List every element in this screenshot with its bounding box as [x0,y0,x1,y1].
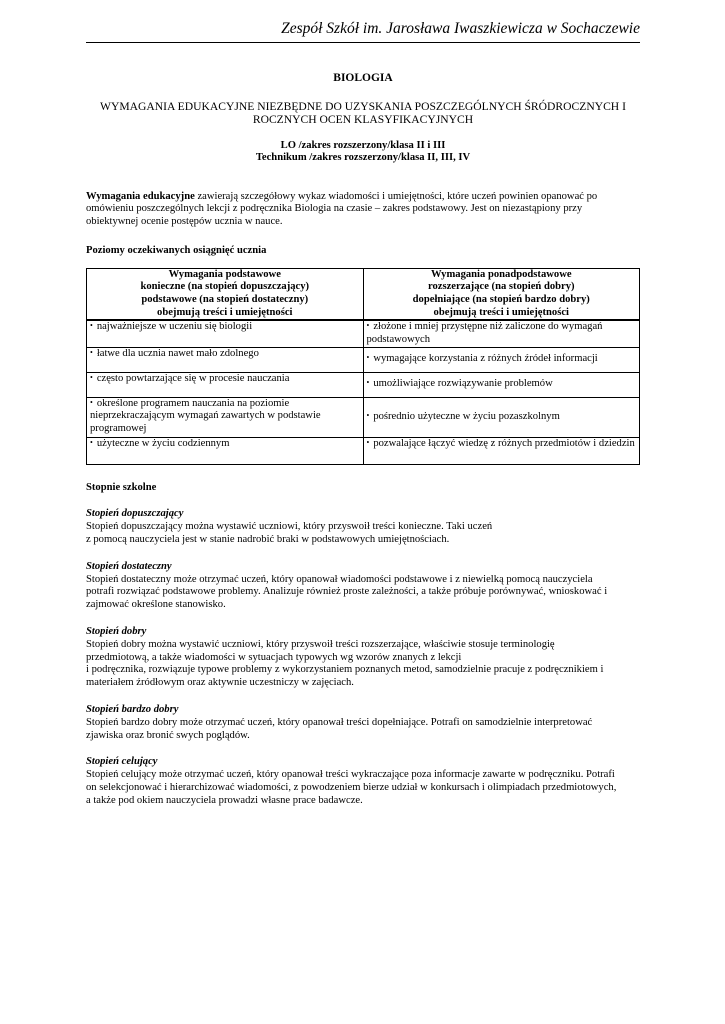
intro-bold-term: Wymagania edukacyjne [86,190,195,202]
grade-block [86,704,640,742]
table-cell-left [87,320,364,347]
table-cell-left [87,347,364,372]
school-header: Zespół Szkół im. Jarosława Iwaszkiewicza w Sochaczewie [281,20,640,37]
intro-paragraph [86,191,640,229]
requirements-table [86,268,640,465]
bullet-item: • użyteczne w życiu codziennym [90,438,229,449]
grade-title: Stopień dopuszczający [86,508,184,520]
grades-heading: Stopnie szkolne [86,481,157,493]
table-cell-right [363,437,640,464]
levels-heading: Poziomy oczekiwanych osiągnięć ucznia [86,245,267,256]
bullet-item: • najważniejsze w uczeniu się biologii [90,321,252,332]
grade-line: Stopień dopuszczający można wystawić uczniowi, który przyswoił treści konieczne. Taki uczeń [86,521,493,533]
right-header-cell: obejmują treści i umiejętności [363,307,640,321]
grade-line: z pomocą nauczyciela jest w stanie nadrobić braki w podstawowych umiejętnościach. [86,534,450,546]
bullet-item: • określone programem nauczania na poziomie nieprzekraczającym wymagań zawartych w podstawie programowej [90,398,321,434]
grade-line: zjawiska oraz bronić swych poglądów. [86,729,250,741]
bullet-item: • często powtarzające się w procesie nauczania [90,373,289,384]
right-header-cell: Wymagania ponadpodstawowe [363,268,640,281]
left-header-cell: obejmują treści i umiejętności [87,307,364,321]
document-title: BIOLOGIA [333,72,393,84]
table-row [87,437,640,464]
table-cell-left [87,437,364,464]
subtitle-line: WYMAGANIA EDUKACYJNE NIEZBĘDNE DO UZYSKANIA POSZCZEGÓLNYCH ŚRÓDROCZNYCH I [100,99,626,113]
grade-block [86,561,640,612]
right-header-cell: rozszerzające (na stopień dobry) [363,281,640,294]
bullet-item: • pośrednio użyteczne w życiu pozaszkolnym [367,411,560,422]
grade-line: Stopień celujący może otrzymać uczeń, który opanował treści wykraczające poza informacje zawarte w podręczniku. Potrafi [86,769,615,781]
intro-line: obiektywnej ocenie postępów ucznia w nauce. [86,216,283,228]
table-cell-right [363,347,640,372]
grade-line: on selekcjonować i hierarchizować wiadomości, z powodzeniem bierze udział w konkursach i olimpiadach przedmiotowych, [86,782,617,794]
table-cell-left [87,397,364,437]
table-header-row [87,268,640,281]
grade-line: a także pod okiem nauczyciela prowadzi własne prace badawcze. [86,794,363,806]
bullet-item: • pozwalające łączyć wiedzę z różnych przedmiotów i dziedzin [367,438,635,449]
intro-text: zawierają szczegółowy wykaz wiadomości i umiejętności, które uczeń powinien opanować po [194,190,598,202]
header-divider [86,42,640,43]
bullet-item: • umożliwiające rozwiązywanie problemów [367,378,553,389]
table-cell-right [363,320,640,347]
table-header-row [87,307,640,321]
grade-block [86,756,640,807]
table-row [87,320,640,347]
grade-title: Stopień celujący [86,756,158,768]
document-body [86,72,640,808]
grade-line: Stopień bardzo dobry może otrzymać uczeń, który opanował treści dopełniające. Potrafi on samodzielnie interpretować [86,716,593,728]
grade-title: Stopień dobry [86,626,147,638]
grade-title: Stopień bardzo dobry [86,704,179,716]
school-levels [86,140,640,165]
table-cell-left [87,372,364,397]
grade-line: materiałem źródłowym oraz aktywnie uczestniczy w zajęciach. [86,677,354,689]
subtitle-line: ROCZNYCH OCEN KLASYFIKACYJNYCH [252,113,474,127]
grade-block [86,626,640,690]
grade-block [86,508,640,546]
bullet-item: • wymagające korzystania z różnych źródeł informacji [367,353,598,364]
left-header-cell: Wymagania podstawowe [87,268,364,281]
bullet-item: • złożone i mniej przystępne niż zaliczone do wymagań podstawowych [367,321,603,345]
table-row [87,372,640,397]
left-header-cell: podstawowe (na stopień dostateczny) [87,294,364,307]
grade-line: zajmować określone stanowisko. [86,599,226,611]
table-cell-right [363,372,640,397]
grade-line: potrafi rozwiązać podstawowe problemy. Analizuje również proste zależności, a także próbuje porównywać, wnioskować i [86,586,608,598]
grade-line: przedmiotową, a także wiadomości w sytuacjach typowych wg wzorów znanych z lekcji [86,651,462,663]
left-header-cell: konieczne (na stopień dopuszczający) [87,281,364,294]
grade-line: Stopień dobry można wystawić uczniowi, który przyswoił treści rozszerzające, właściwie stosuje terminologię [86,638,555,650]
level-line: LO /zakres rozszerzony/klasa II i III [280,139,446,151]
level-line: Technikum /zakres rozszerzony/klasa II, III, IV [255,152,471,164]
table-header-row [87,294,640,307]
grades-section [86,482,640,808]
grade-line: i podręcznika, rozwiązuje typowe problemy z wykorzystaniem poznanych metod, samodzielnie pracuje z podręcznikiem i [86,664,604,676]
table-row [87,347,640,372]
bullet-item: • łatwe dla ucznia nawet mało zdolnego [90,348,259,359]
grade-title: Stopień dostateczny [86,560,172,572]
intro-line [86,191,640,204]
document-subtitle [86,100,640,127]
intro-line: omówieniu poszczególnych lekcji z podręcznika Biologia na czasie – zakres podstawowy. Jest on niezastąpiony przy [86,203,583,215]
table-cell-right [363,397,640,437]
table-header-row [87,281,640,294]
grade-line: Stopień dostateczny może otrzymać uczeń, który opanował wiadomości podstawowe i z niewielką pomocą nauczyciela [86,573,593,585]
right-header-cell: dopełniające (na stopień bardzo dobry) [363,294,640,307]
table-row [87,397,640,437]
